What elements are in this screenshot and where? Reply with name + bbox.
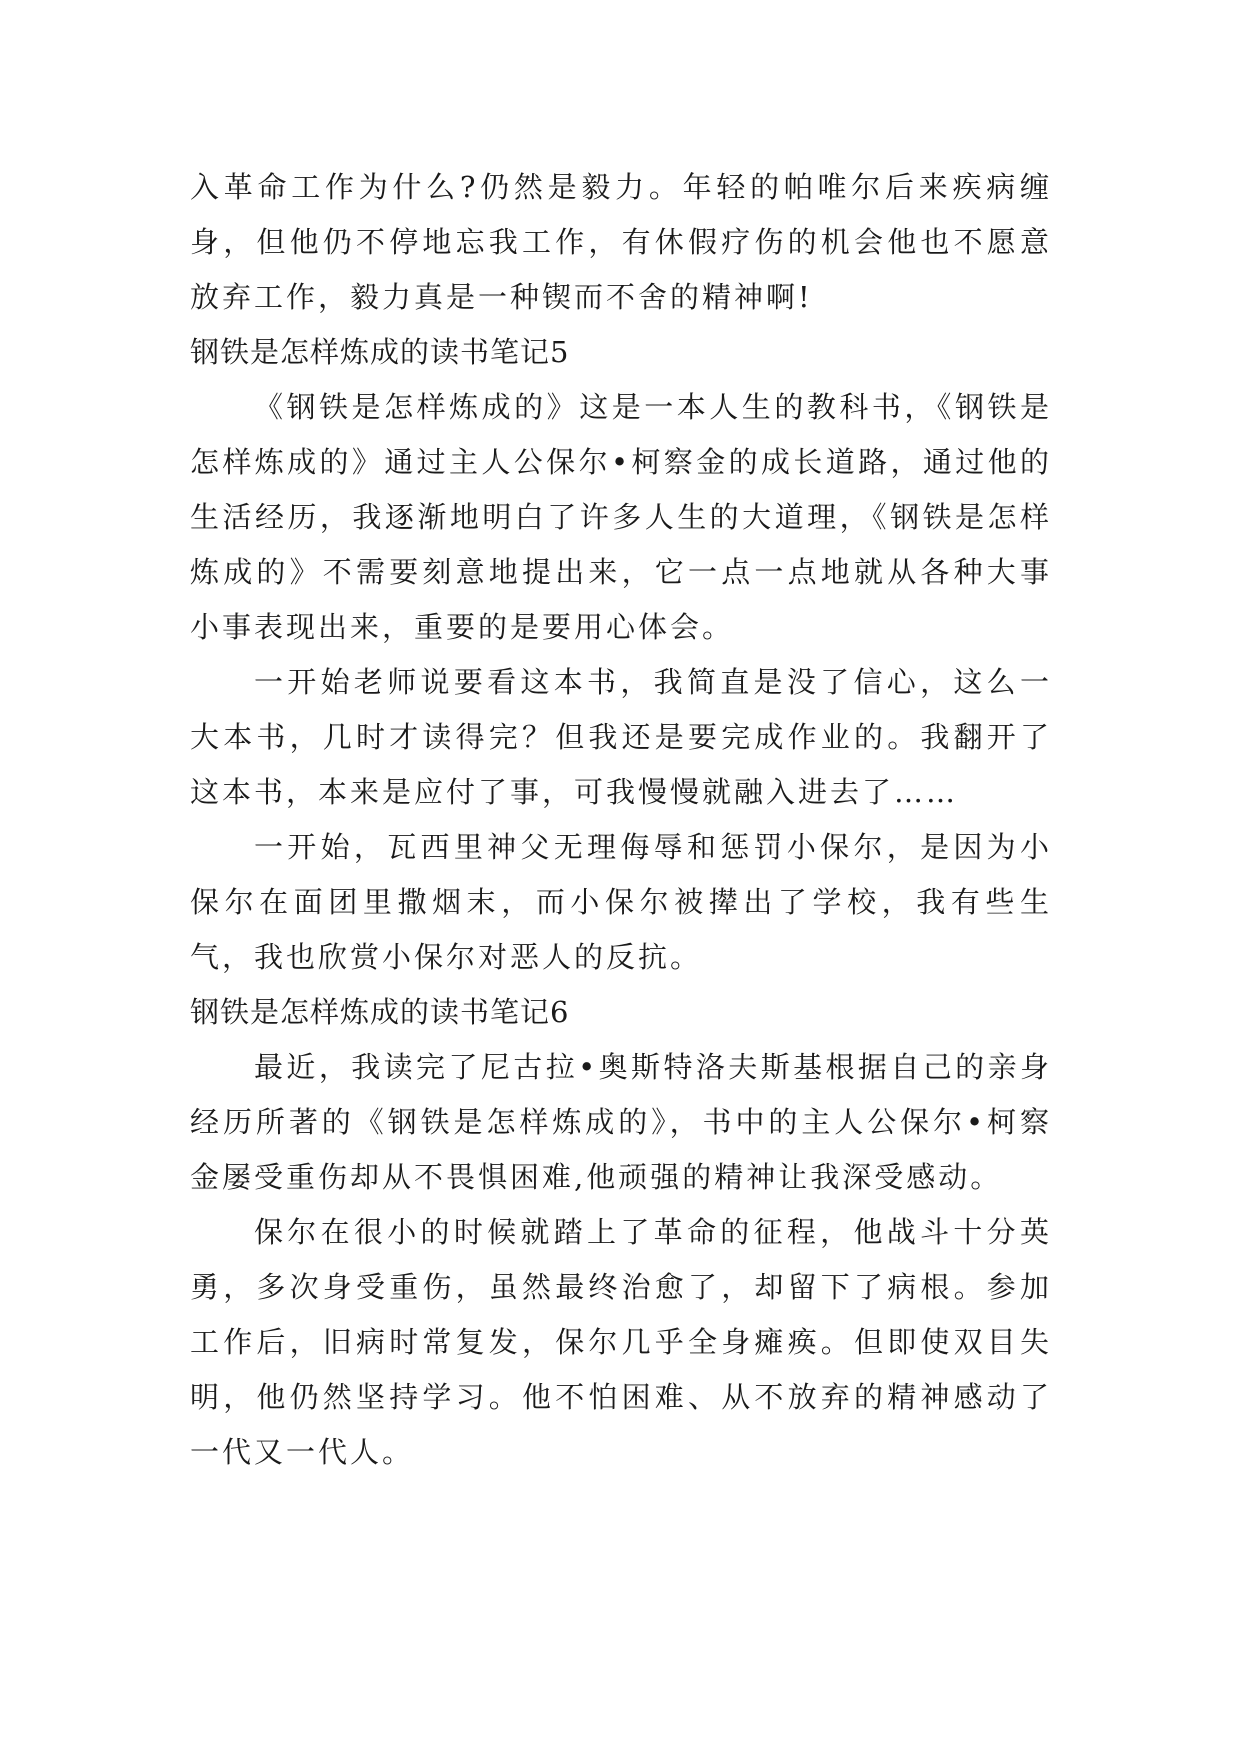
paragraph: 入革命工作为什么?仍然是毅力。年轻的帕唯尔后来疾病缠身，但他仍不停地忘我工作，有休假疗伤的机会他也不愿意放弃工作，毅力真是一种锲而不舍的精神啊! <box>190 170 1052 314</box>
paragraph: 一开始，瓦西里神父无理侮辱和惩罚小保尔，是因为小保尔在面团里撒烟末，而小保尔被撵出了学校，我有些生气，我也欣赏小保尔对恶人的反抗。 <box>190 830 1052 974</box>
section-heading: 钢铁是怎样炼成的读书笔记6 <box>190 995 570 1029</box>
paragraph: 最近，我读完了尼古拉•奥斯特洛夫斯基根据自己的亲身经历所著的《钢铁是怎样炼成的》，书中的主人公保尔•柯察金屡受重伤却从不畏惧困难,他顽强的精神让我深受感动。 <box>190 1050 1052 1194</box>
paragraph: 一开始老师说要看这本书，我简直是没了信心，这么一大本书，几时才读得完？但我还是要完成作业的。我翻开了这本书，本来是应付了事，可我慢慢就融入进去了…… <box>190 665 1052 809</box>
document-body <box>190 160 1052 1480</box>
paragraph: 《钢铁是怎样炼成的》这是一本人生的教科书，《钢铁是怎样炼成的》通过主人公保尔•柯察金的成长道路，通过他的生活经历，我逐渐地明白了许多人生的大道理，《钢铁是怎样炼成的》不需要刻意地提出来，它一点一点地就从各种大事小事表现出来，重要的是要用心体会。 <box>190 390 1052 644</box>
paragraph: 保尔在很小的时候就踏上了革命的征程，他战斗十分英勇，多次身受重伤，虽然最终治愈了，却留下了病根。参加工作后，旧病时常复发，保尔几乎全身瘫痪。但即使双目失明，他仍然坚持学习。他不怕困难、从不放弃的精神感动了一代又一代人。 <box>190 1215 1052 1469</box>
section-heading: 钢铁是怎样炼成的读书笔记5 <box>190 335 570 369</box>
